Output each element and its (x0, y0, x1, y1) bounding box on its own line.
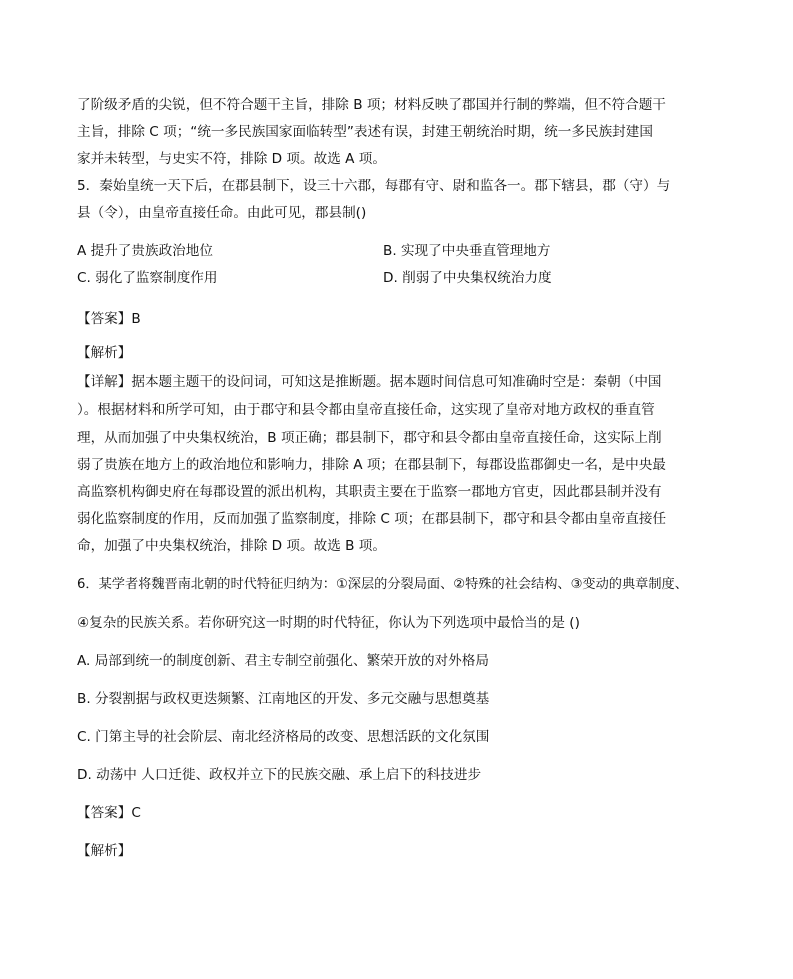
intro-line-2: 主旨，排除 C 项；“统一多民族国家面临转型”表述有误，封建王朝统治时期，统一多民族封建国 (77, 124, 653, 140)
q5-detail-line-2: ）。根据材料和所学可知，由于郡守和县令都由皇帝直接任命，这实现了皇帝对地方政权的垂直管 (77, 402, 655, 418)
q5-detail-line-1: 【详解】据本题主题干的设问词，可知这是推断题。据本题时间信息可知准确时空是：秦朝（中国 (77, 374, 662, 390)
q5-option-b: B. 实现了中央垂直管理地方 (383, 243, 551, 259)
q5-detail-line-3: 理，从而加强了中央集权统治，B 项正确；郡县制下，郡守和县令都由皇帝直接任命，这实际上削 (77, 430, 662, 446)
q5-detail-line-4: 弱了贵族在地方上的政治地位和影响力，排除 A 项；在郡县制下，每郡设监郡御史一名，是中央最 (77, 457, 666, 473)
q6-option-a: A. 局部到统一的制度创新、君主专制空前强化、繁荣开放的对外格局 (77, 653, 489, 669)
q5-detail-line-6: 弱化监察制度的作用，反而加强了监察制度，排除 C 项；在郡县制下，郡守和县令都由皇帝直接任 (77, 511, 667, 527)
q5-stem-line-2: 县（令），由皇帝直接任命。由此可见，郡县制() (77, 205, 367, 221)
q6-stem-line-2: ④复杂的民族关系。若你研究这一时期的时代特征，你认为下列选项中最恰当的是 () (77, 615, 580, 631)
q5-option-a: A 提升了贵族政治地位 (77, 243, 213, 259)
q5-detail-line-7: 命，加强了中央集权统治，排除 D 项。故选 B 项。 (77, 538, 386, 554)
intro-line-3: 家并未转型，与史实不符，排除 D 项。故选 A 项。 (77, 151, 386, 167)
q6-analysis-label: 【解析】 (77, 843, 132, 859)
q5-analysis-label: 【解析】 (77, 345, 132, 361)
q6-option-d: D. 动荡中 人口迁徙、政权并立下的民族交融、承上启下的科技进步 (77, 767, 482, 783)
q6-option-c: C. 门第主导的社会阶层、南北经济格局的改变、思想活跃的文化氛围 (77, 729, 490, 745)
q5-stem-line-1: 5．秦始皇统一天下后，在郡县制下，设三十六郡，每郡有守、尉和监各一。郡下辖县，郡（守）与 (77, 178, 671, 194)
q5-option-d: D. 削弱了中央集权统治力度 (383, 270, 552, 286)
intro-line-1: 了阶级矛盾的尖锐，但不符合题干主旨，排除 B 项；材料反映了郡国并行制的弊端，但不符合题干 (77, 97, 666, 113)
q6-answer: 【答案】C (77, 805, 141, 821)
q6-stem-line-1: 6．某学者将魏晋南北朝的时代特征归纳为：①深层的分裂局面、②特殊的社会结构、③变动的典章制度、 (77, 577, 688, 592)
q5-detail-line-5: 高监察机构御史府在每郡设置的派出机构，其职责主要在于监察一郡地方官吏，因此郡县制并没有 (77, 484, 662, 500)
q5-option-c: C. 弱化了监察制度作用 (77, 270, 218, 286)
q6-option-b: B. 分裂割据与政权更迭频繁、江南地区的开发、多元交融与思想奠基 (77, 691, 490, 707)
q5-answer: 【答案】B (77, 311, 141, 327)
